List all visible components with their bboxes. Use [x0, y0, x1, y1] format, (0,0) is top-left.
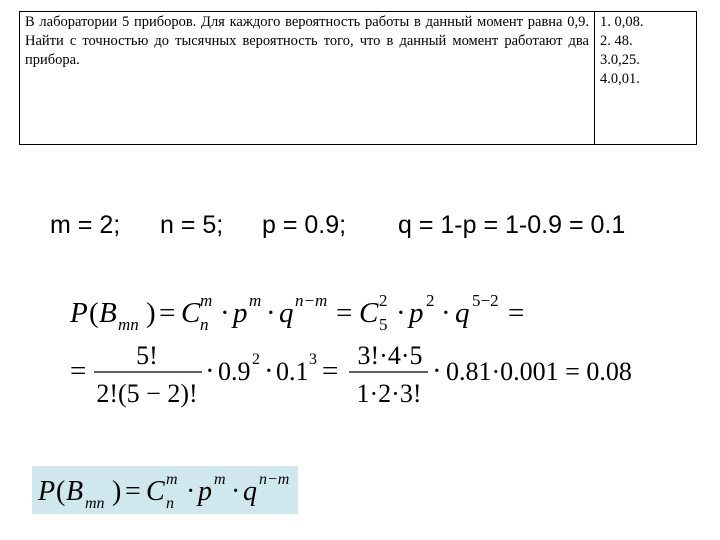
svg-text:=: = — [70, 355, 87, 387]
answer-option-2: 2. 48. — [600, 33, 633, 49]
given-m: m = 2; — [50, 211, 121, 239]
f2-t1: 0.9 — [218, 357, 251, 386]
bf-p-sup: m — [214, 471, 226, 488]
f2-frac1-den: 2!(5 − 2)! — [96, 379, 198, 408]
svg-text:=: = — [508, 297, 525, 329]
f2-frac1-num: 5! — [136, 341, 158, 370]
bf-C-sup: m — [166, 471, 178, 488]
svg-text:=: = — [322, 355, 339, 387]
svg-text:=: = — [159, 297, 176, 329]
f2-result: 0.81·0.001 = 0.08 — [446, 357, 632, 386]
f1-q: q — [279, 297, 294, 329]
bf-q: q — [243, 476, 257, 507]
boxed-formula-svg — [32, 466, 298, 514]
bf-q-sup: n−m — [259, 471, 290, 488]
svg-text:·: · — [266, 297, 276, 329]
f2-t1-sup: 2 — [252, 351, 260, 368]
svg-text:·: · — [231, 476, 241, 507]
answer-option-3: 3.0,25. — [600, 52, 640, 68]
formula-line-2 — [70, 341, 632, 408]
f1-p: p — [233, 297, 248, 329]
answer-option-1: 1. 0,08. — [600, 14, 644, 30]
given-n: n = 5; — [160, 211, 224, 239]
given-q: q = 1-p = 1-0.9 = 0.1 — [398, 211, 626, 239]
f1-C2-sup: 2 — [379, 291, 388, 310]
bf-C-sub: n — [166, 495, 174, 512]
f1-p2: p — [409, 297, 424, 329]
bf-B-sub: mn — [85, 495, 105, 512]
bf-C: C — [146, 476, 165, 507]
f1-C-sup: m — [200, 291, 213, 310]
bf-P: P — [38, 476, 56, 507]
f2-frac2-num: 3!·4·5 — [357, 341, 423, 370]
svg-text:(: ( — [89, 297, 99, 329]
svg-text:(: ( — [56, 476, 66, 507]
problem-statement: В лаборатории 5 приборов. Для каждого вероятность работы в данный момент равна 0,9. Найти с точностью до тысячных вероятность того, что в данный момент работают два прибора. — [20, 12, 595, 144]
f1-B-sub: mn — [118, 315, 139, 334]
svg-text:·: · — [186, 476, 196, 507]
f1-p-sup: m — [249, 291, 262, 310]
f1-C: C — [181, 297, 201, 329]
svg-text:·: · — [396, 297, 406, 329]
svg-text:·: · — [205, 355, 215, 387]
svg-text:=: = — [125, 476, 141, 507]
svg-text:): ) — [112, 476, 122, 507]
bf-p: p — [198, 476, 212, 507]
f1-C2: C — [359, 297, 379, 329]
svg-text:=: = — [336, 297, 353, 329]
f1-q-sup: n−m — [295, 291, 328, 310]
svg-text:·: · — [264, 355, 274, 387]
f2-t2-sup: 3 — [309, 351, 317, 368]
f2-frac2-den: 1·2·3! — [356, 379, 422, 408]
f2-t2: 0.1 — [276, 357, 309, 386]
f1-P: P — [70, 297, 88, 329]
bf-B: B — [66, 476, 84, 507]
svg-text:·: · — [441, 297, 451, 329]
given-p: p = 0.9; — [262, 211, 347, 239]
f1-B: B — [99, 297, 117, 329]
f1-q2: q — [455, 297, 470, 329]
f1-C2-sub: 5 — [379, 315, 388, 334]
formula-line-1 — [69, 291, 524, 334]
answer-option-4: 4.0,01. — [600, 71, 640, 87]
svg-text:): ) — [146, 297, 156, 329]
f1-p2-sup: 2 — [426, 291, 435, 310]
svg-text:·: · — [432, 355, 442, 387]
f1-C-sub: n — [200, 315, 209, 334]
f1-q2-sup: 5−2 — [472, 291, 499, 310]
svg-text:·: · — [220, 297, 230, 329]
boxed-formula — [32, 466, 298, 514]
